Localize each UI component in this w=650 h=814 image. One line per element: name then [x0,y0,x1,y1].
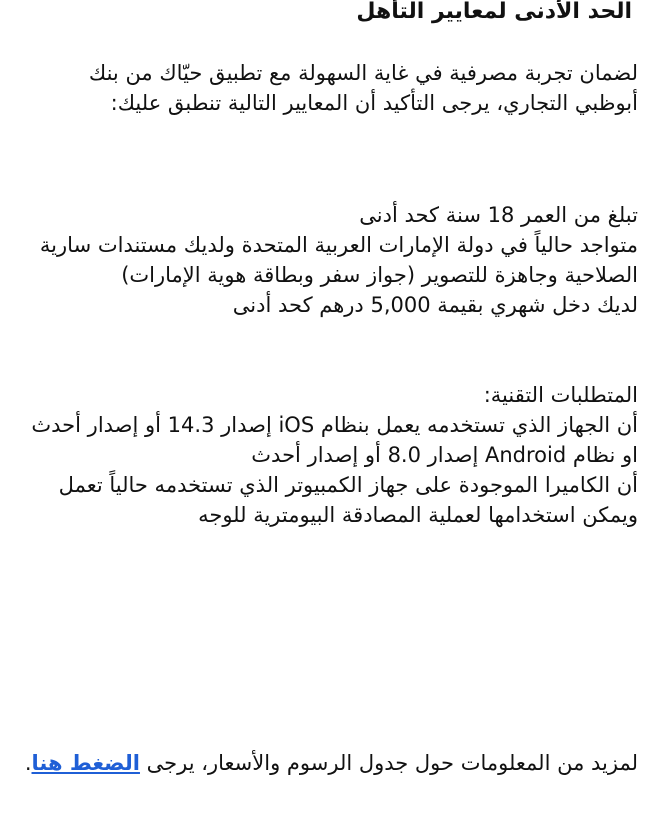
page-title: الحد الأدنى لمعايير التأهل [356,0,632,24]
criteria-income: لديك دخل شهري بقيمة 5,000 درهم كحد أدنى [232,293,638,317]
tech-device-os: أن الجهاز الذي تستخدمه يعمل بنظام iOS إصدار 14.3 أو إصدار أحدث او نظام Android إصدار 8.0 أو إصدار أحدث [31,413,638,467]
tech-camera: أن الكاميرا الموجودة على جهاز الكمبيوتر الذي تستخدمه حالياً تعمل ويمكن استخدامها لعملية المصادقة البيومترية للوجه [58,473,638,527]
criteria-age: تبلغ من العمر 18 سنة كحد أدنى [359,203,638,227]
criteria-list [20,200,638,320]
criteria-residency: متواجد حالياً في دولة الإمارات العربية المتحدة ولديك مستندات سارية الصلاحية وجاهزة للتصوير (جواز سفر وبطاقة هوية الإمارات) [39,233,638,287]
more-info-text: لمزيد من المعلومات حول جدول الرسوم والأسعار، يرجى [139,751,638,775]
technical-requirements [20,380,638,530]
tech-heading: المتطلبات التقنية: [483,383,638,407]
click-here-link[interactable]: الضغط هنا [31,751,140,775]
intro-paragraph: لضمان تجربة مصرفية في غاية السهولة مع تطبيق حيّاك من بنك أبوظبي التجاري، يرجى التأكيد أن المعايير التالية تنطبق عليك: [88,61,638,115]
more-info-paragraph [20,748,638,778]
more-info-end: . [24,751,32,775]
